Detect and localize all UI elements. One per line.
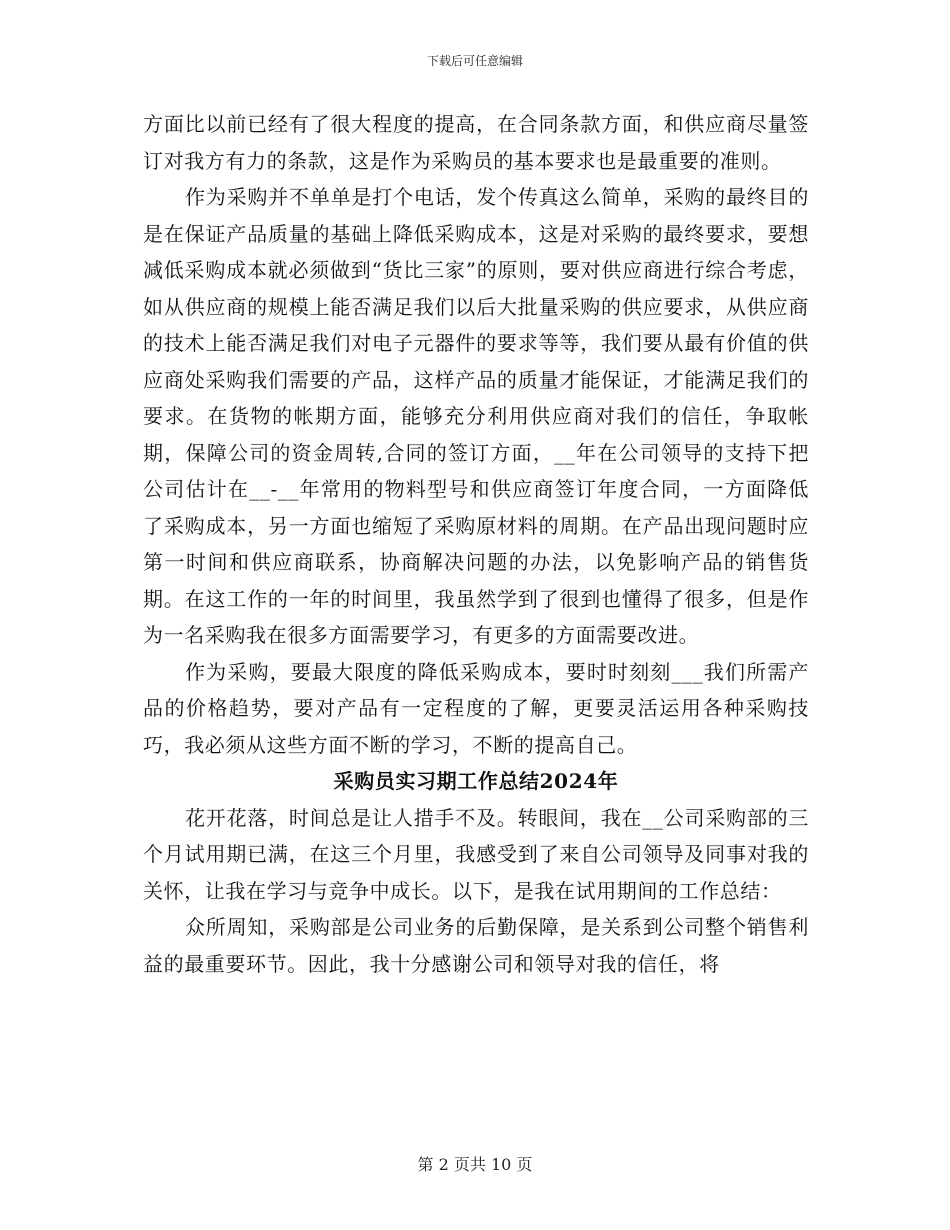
section-title: 采购员实习期工作总结2024年 [333, 769, 619, 793]
paragraph-purchasing-goals: 作为采购并不单单是打个电话，发个传真这么简单，采购的最终目的是在保证产品质量的基础上降低采购成本，这是对采购的最终要求，要想减低采购成本就必须做到“货比三家”的原则，要对供应商进行综合考虑，如从供应商的规模上能否满足我们以后大批量采购的供应要求，从供应商的技术上能否满足我们对电子元器件的要求等等，我们要从最有价值的供应商处采购我们需要的产品，这样产品的质量才能保证，才能满足我们的要求。在货物的帐期方面，能够充分利用供应商对我们的信任，争取帐期，保障公司的资金周转,合同的签订方面，__年在公司领导的支持下把公司估计在__-__年常用的物料型号和供应商签订年度合同，一方面降低了采购成本，另一方面也缩短了采购原材料的周期。在产品出现问题时应第一时间和供应商联系，协商解决问题的办法，以免影响产品的销售货期。在这工作的一年的时间里，我虽然学到了很到也懂得了很多，但是作为一名采购我在很多方面需要学习，有更多的方面需要改进。 [143, 185, 809, 647]
paragraph-intro: 花开花落，时间总是让人措手不及。转眼间，我在__公司采购部的三个月试用期已满，在这三个月里，我感受到了来自公司领导及同事对我的关怀，让我在学习与竞争中成长。以下，是我在试用期间的工作总结： [143, 805, 809, 903]
page-header: 下载后可任意编辑 [426, 54, 523, 68]
paragraph-cost-reduction: 作为采购，要最大限度的降低采购成本，要时时刻刻___我们所需产品的价格趋势，要对产品有一定程度的了解，更要灵活运用各种采购技巧，我必须从这些方面不断的学习，不断的提高自己。 [143, 659, 809, 757]
paragraph-continued: 方面比以前已经有了很大程度的提高，在合同条款方面，和供应商尽量签订对我方有力的条款，这是作为采购员的基本要求也是最重要的准则。 [143, 112, 809, 173]
paragraph-department-role: 众所周知，采购部是公司业务的后勤保障，是关系到公司整个销售利益的最重要环节。因此，我十分感谢公司和领导对我的信任，将 [143, 915, 809, 976]
document-body [143, 106, 809, 982]
page-footer: 第 2 页共 10 页 [417, 1155, 533, 1174]
